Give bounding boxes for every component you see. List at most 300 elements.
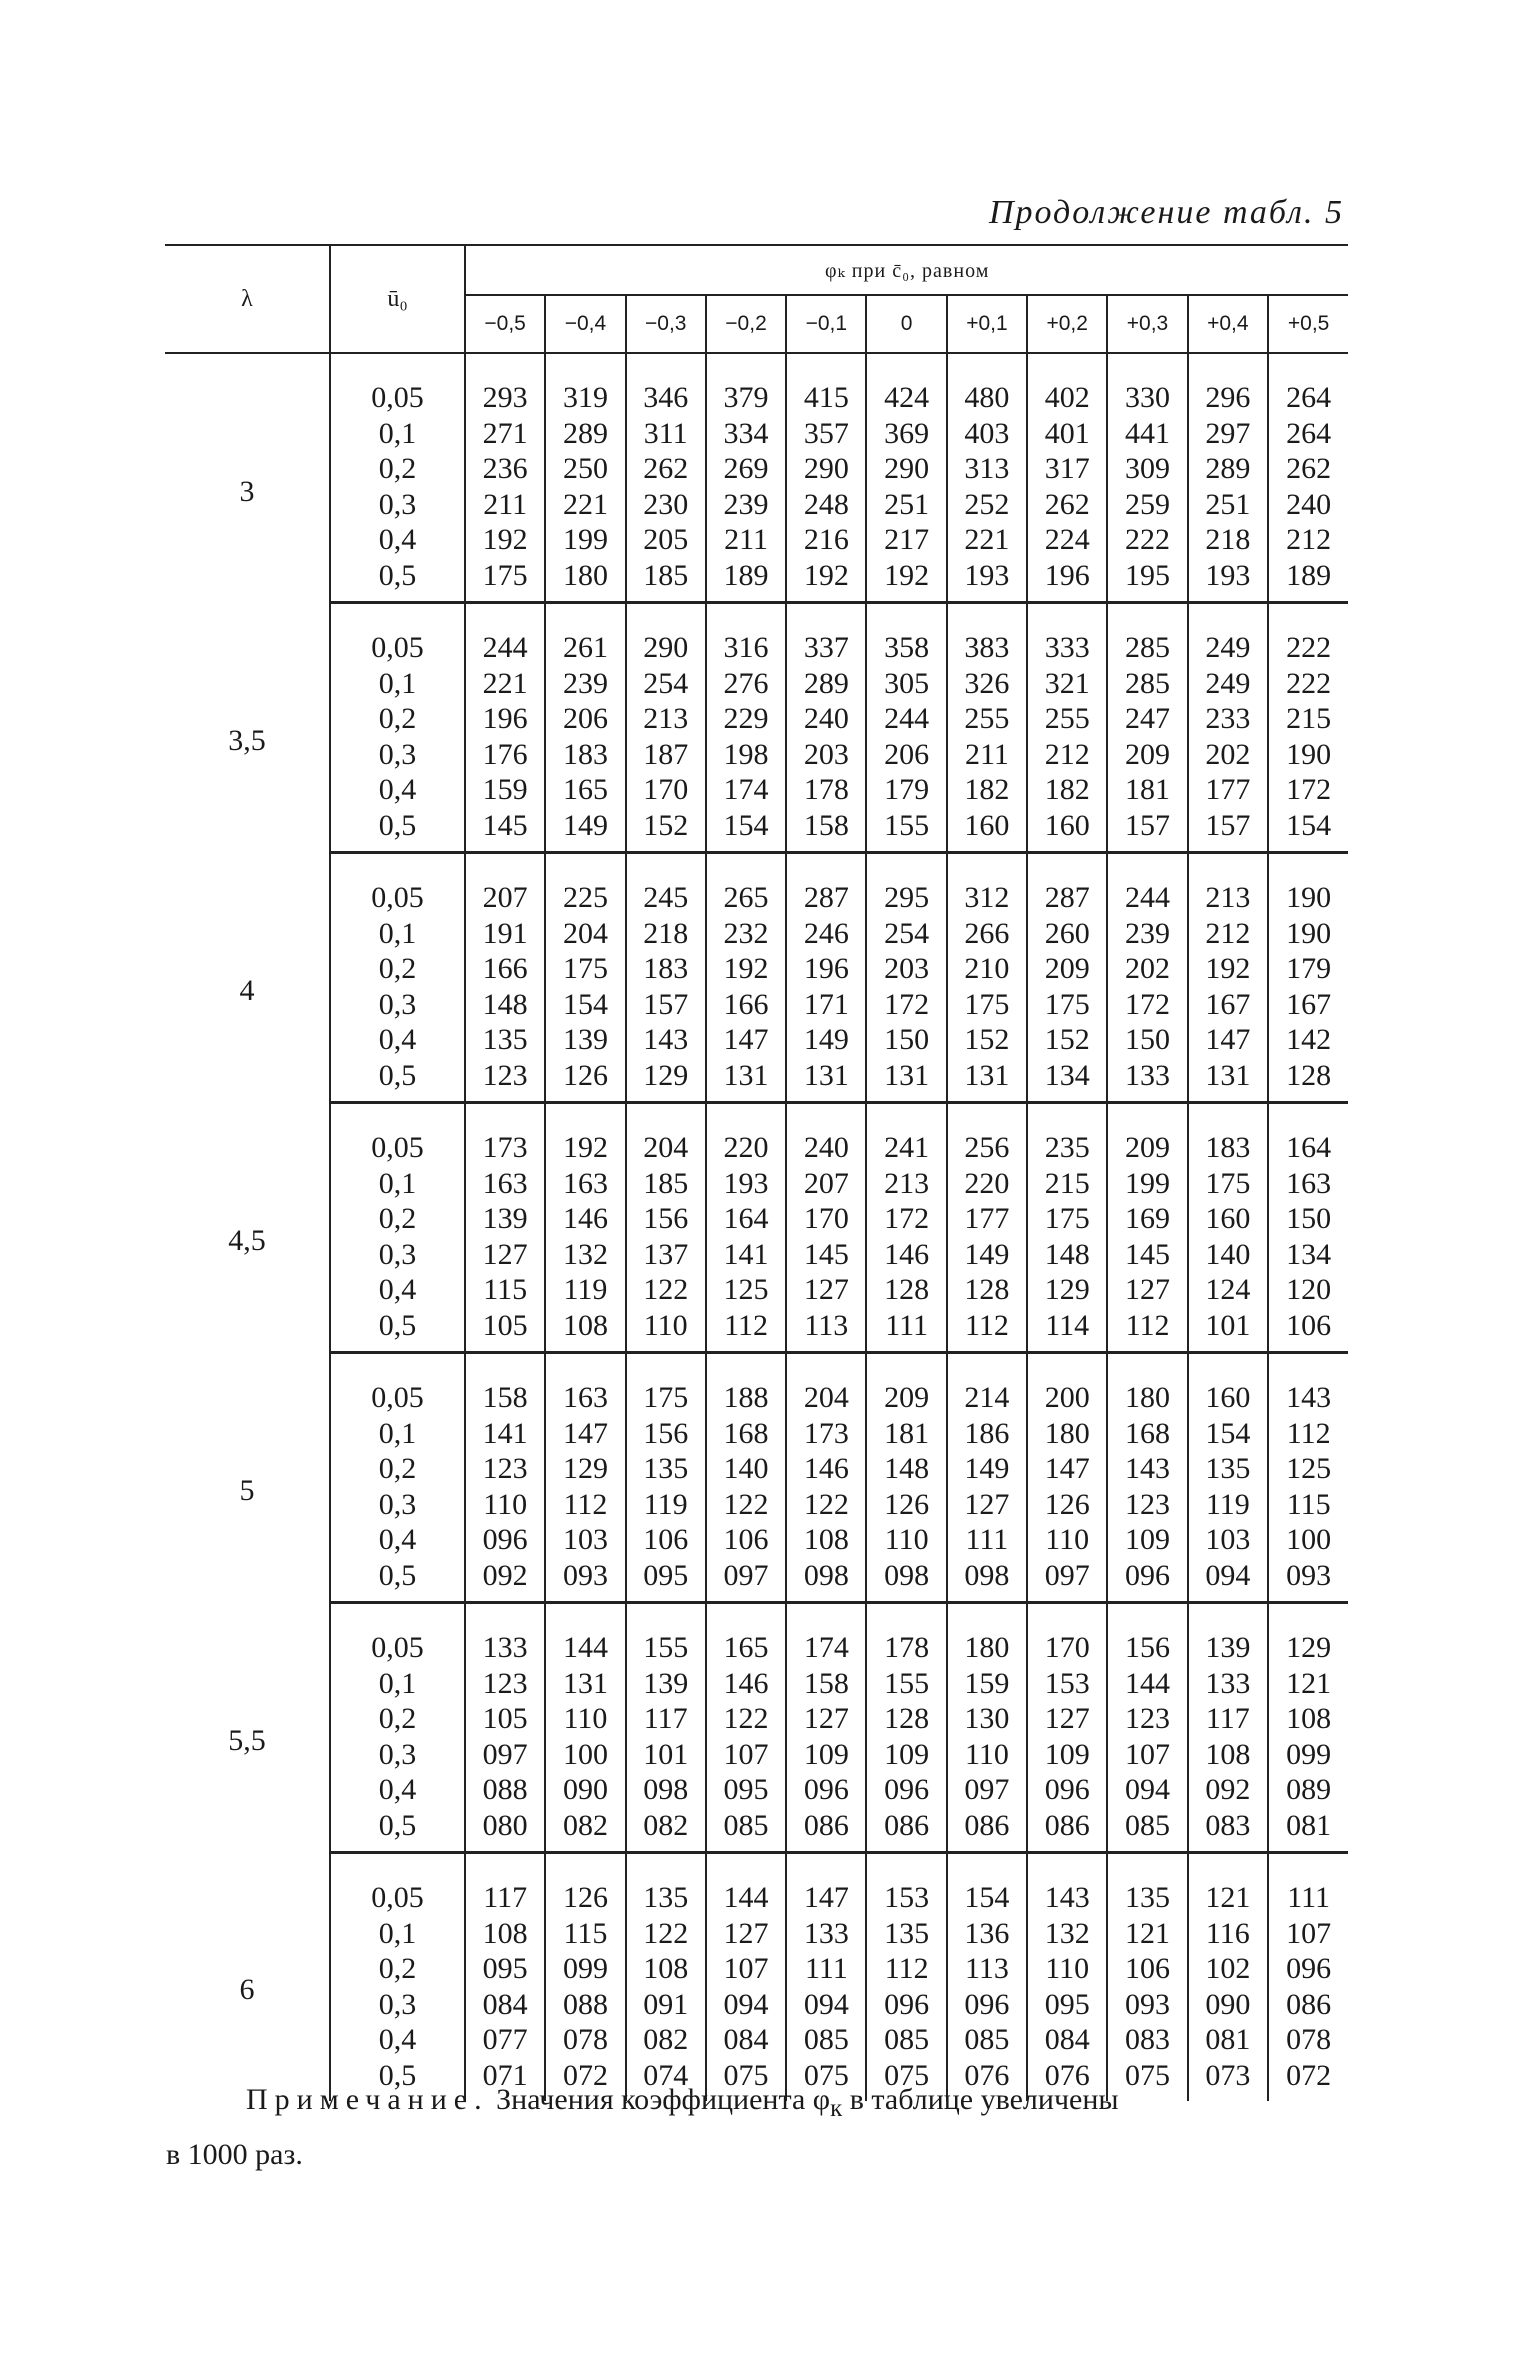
c0-header-cell: +0,3 bbox=[1107, 295, 1187, 353]
table-row bbox=[165, 1603, 1348, 1666]
value-cell: 173 bbox=[786, 1416, 866, 1452]
table-row bbox=[165, 987, 1348, 1023]
c0-header-cell: +0,2 bbox=[1027, 295, 1107, 353]
value-cell: 164 bbox=[1268, 1103, 1348, 1166]
value-cell: 179 bbox=[866, 772, 946, 808]
u0-cell: 0,5 bbox=[330, 558, 465, 603]
u0-cell: 0,5 bbox=[330, 1308, 465, 1353]
value-cell: 122 bbox=[626, 1916, 706, 1952]
c0-header-cell: +0,1 bbox=[947, 295, 1027, 353]
value-cell: 293 bbox=[482, 381, 528, 414]
value-cell: 109 bbox=[866, 1737, 946, 1773]
u0-cell: 0,3 bbox=[330, 737, 465, 773]
value-cell: 096 bbox=[1027, 1772, 1107, 1808]
u0-cell: 0,1 bbox=[330, 1666, 465, 1702]
u0-cell: 0,2 bbox=[330, 701, 465, 737]
value-cell: 200 bbox=[1027, 1353, 1107, 1416]
value-cell: 144 bbox=[1107, 1666, 1187, 1702]
value-cell: 147 bbox=[545, 1416, 625, 1452]
u0-cell: 0,4 bbox=[330, 1772, 465, 1808]
value-cell: 082 bbox=[545, 1808, 625, 1853]
u0-cell: 0,5 bbox=[330, 808, 465, 853]
value-cell: 094 bbox=[1107, 1772, 1187, 1808]
value-cell: 135 bbox=[626, 1853, 706, 1916]
lambda-group bbox=[165, 353, 1348, 603]
value-cell: 196 bbox=[482, 702, 528, 735]
value-cell: 113 bbox=[786, 1308, 866, 1353]
value-cell: 073 bbox=[1188, 2058, 1268, 2102]
table-row bbox=[165, 1772, 1348, 1808]
value-cell: 169 bbox=[1107, 1201, 1187, 1237]
value-cell: 096 bbox=[947, 1987, 1027, 2023]
value-cell: 181 bbox=[1107, 772, 1187, 808]
value-cell: 129 bbox=[1268, 1603, 1348, 1666]
value-cell: 290 bbox=[866, 451, 946, 487]
table-header bbox=[165, 245, 1348, 353]
value-cell: 155 bbox=[866, 808, 946, 853]
value-cell: 203 bbox=[866, 951, 946, 987]
value-cell: 222 bbox=[1107, 522, 1187, 558]
value-cell: 269 bbox=[706, 451, 786, 487]
value-cell: 250 bbox=[545, 451, 625, 487]
table-note bbox=[166, 2077, 1346, 2178]
value-cell: 204 bbox=[545, 916, 625, 952]
value-cell: 133 bbox=[1107, 1058, 1187, 1103]
u0-cell: 0,05 bbox=[330, 1103, 465, 1166]
value-cell: 136 bbox=[947, 1916, 1027, 1952]
value-cell: 139 bbox=[545, 1022, 625, 1058]
value-cell: 172 bbox=[866, 987, 946, 1023]
value-cell: 131 bbox=[786, 1058, 866, 1103]
lambda-cell: 3,5 bbox=[228, 723, 266, 757]
value-cell: 143 bbox=[1268, 1353, 1348, 1416]
value-cell: 240 bbox=[786, 701, 866, 737]
value-cell: 139 bbox=[482, 1202, 528, 1235]
value-cell: 235 bbox=[1027, 1103, 1107, 1166]
table-row bbox=[165, 808, 1348, 853]
value-cell: 175 bbox=[1188, 1166, 1268, 1202]
value-cell: 106 bbox=[626, 1522, 706, 1558]
value-cell: 163 bbox=[1268, 1166, 1348, 1202]
value-cell: 188 bbox=[706, 1353, 786, 1416]
value-cell: 192 bbox=[786, 558, 866, 603]
table-row bbox=[165, 603, 1348, 666]
value-cell: 309 bbox=[1107, 451, 1187, 487]
value-cell: 264 bbox=[1268, 416, 1348, 452]
value-cell: 239 bbox=[1107, 916, 1187, 952]
u0-header: ū₀ bbox=[330, 245, 465, 353]
value-cell: 115 bbox=[545, 1916, 625, 1952]
table-row bbox=[165, 737, 1348, 773]
value-cell: 098 bbox=[786, 1558, 866, 1603]
value-cell: 097 bbox=[482, 1737, 528, 1771]
value-cell: 215 bbox=[1027, 1166, 1107, 1202]
value-cell: 119 bbox=[545, 1272, 625, 1308]
value-cell: 117 bbox=[483, 1881, 528, 1914]
value-cell: 137 bbox=[626, 1237, 706, 1273]
value-cell: 175 bbox=[465, 558, 545, 603]
value-cell: 233 bbox=[1188, 701, 1268, 737]
value-cell: 158 bbox=[786, 808, 866, 853]
value-cell: 190 bbox=[1268, 853, 1348, 916]
value-cell: 099 bbox=[1268, 1737, 1348, 1773]
value-cell: 116 bbox=[1188, 1916, 1268, 1952]
value-cell: 102 bbox=[1188, 1951, 1268, 1987]
value-cell: 171 bbox=[786, 987, 866, 1023]
value-cell: 133 bbox=[1188, 1666, 1268, 1702]
value-cell: 130 bbox=[947, 1701, 1027, 1737]
value-cell: 160 bbox=[1188, 1353, 1268, 1416]
value-cell: 103 bbox=[545, 1522, 625, 1558]
value-cell: 403 bbox=[947, 416, 1027, 452]
value-cell: 145 bbox=[465, 808, 545, 853]
value-cell: 175 bbox=[947, 987, 1027, 1023]
value-cell: 333 bbox=[1027, 603, 1107, 666]
value-cell: 103 bbox=[1188, 1522, 1268, 1558]
value-cell: 221 bbox=[545, 487, 625, 523]
value-cell: 209 bbox=[866, 1353, 946, 1416]
value-cell: 105 bbox=[465, 1308, 545, 1353]
value-cell: 112 bbox=[545, 1487, 625, 1523]
value-cell: 245 bbox=[626, 853, 706, 916]
table-row bbox=[165, 916, 1348, 952]
c0-header-cell: −0,5 bbox=[465, 295, 545, 353]
value-cell: 146 bbox=[706, 1666, 786, 1702]
value-cell: 093 bbox=[1268, 1558, 1348, 1603]
value-cell: 127 bbox=[786, 1272, 866, 1308]
value-cell: 148 bbox=[1027, 1237, 1107, 1273]
value-cell: 211 bbox=[947, 737, 1027, 773]
value-cell: 232 bbox=[706, 916, 786, 952]
value-cell: 078 bbox=[1268, 2022, 1348, 2058]
value-cell: 149 bbox=[947, 1237, 1027, 1273]
value-cell: 077 bbox=[482, 2023, 528, 2056]
value-cell: 110 bbox=[866, 1522, 946, 1558]
value-cell: 123 bbox=[465, 1058, 545, 1103]
lambda-cell: 6 bbox=[239, 1973, 255, 2006]
value-cell: 199 bbox=[1107, 1166, 1187, 1202]
value-cell: 135 bbox=[482, 1023, 528, 1056]
value-cell: 123 bbox=[1107, 1487, 1187, 1523]
value-cell: 285 bbox=[1107, 603, 1187, 666]
value-cell: 083 bbox=[1107, 2022, 1187, 2058]
value-cell: 177 bbox=[947, 1201, 1027, 1237]
value-cell: 402 bbox=[1027, 353, 1107, 416]
u0-cell: 0,3 bbox=[330, 1737, 465, 1773]
table-row bbox=[165, 1558, 1348, 1603]
table-row bbox=[165, 1951, 1348, 1987]
value-cell: 123 bbox=[482, 1452, 528, 1485]
value-cell: 180 bbox=[545, 558, 625, 603]
value-cell: 086 bbox=[947, 1808, 1027, 1853]
value-cell: 110 bbox=[1027, 1951, 1107, 1987]
value-cell: 098 bbox=[626, 1772, 706, 1808]
value-cell: 084 bbox=[1027, 2022, 1107, 2058]
value-cell: 134 bbox=[1027, 1058, 1107, 1103]
value-cell: 076 bbox=[947, 2058, 1027, 2102]
value-cell: 131 bbox=[545, 1666, 625, 1702]
value-cell: 196 bbox=[786, 951, 866, 987]
value-cell: 369 bbox=[866, 416, 946, 452]
u0-cell: 0,2 bbox=[330, 1951, 465, 1987]
value-cell: 154 bbox=[706, 808, 786, 853]
value-cell: 135 bbox=[866, 1916, 946, 1952]
u0-cell: 0,05 bbox=[330, 353, 465, 416]
value-cell: 183 bbox=[626, 951, 706, 987]
value-cell: 131 bbox=[706, 1058, 786, 1103]
value-cell: 096 bbox=[866, 1772, 946, 1808]
value-cell: 143 bbox=[626, 1022, 706, 1058]
value-cell: 168 bbox=[1107, 1416, 1187, 1452]
u0-cell: 0,05 bbox=[330, 853, 465, 916]
value-cell: 225 bbox=[545, 853, 625, 916]
value-cell: 209 bbox=[1107, 1103, 1187, 1166]
value-cell: 289 bbox=[1188, 451, 1268, 487]
value-cell: 199 bbox=[545, 522, 625, 558]
value-cell: 415 bbox=[786, 353, 866, 416]
value-cell: 150 bbox=[1107, 1022, 1187, 1058]
lambda-cell: 3 bbox=[239, 474, 255, 508]
note-text-tail: в таблице увеличены bbox=[842, 2083, 1119, 2116]
u0-cell: 0,5 bbox=[330, 1558, 465, 1603]
value-cell: 163 bbox=[482, 1166, 528, 1200]
u0-cell: 0,05 bbox=[330, 603, 465, 666]
value-cell: 129 bbox=[545, 1451, 625, 1487]
value-cell: 311 bbox=[626, 416, 706, 452]
value-cell: 112 bbox=[1107, 1308, 1187, 1353]
u0-cell: 0,4 bbox=[330, 772, 465, 808]
value-cell: 147 bbox=[1027, 1451, 1107, 1487]
lambda-cell: 5,5 bbox=[228, 1723, 266, 1757]
value-cell: 091 bbox=[626, 1987, 706, 2023]
value-cell: 086 bbox=[866, 1808, 946, 1853]
note-text: Значения коэффициента φ bbox=[488, 2083, 831, 2116]
value-cell: 220 bbox=[706, 1103, 786, 1166]
value-cell: 220 bbox=[947, 1166, 1027, 1202]
coefficient-table bbox=[165, 244, 1348, 2101]
value-cell: 313 bbox=[947, 451, 1027, 487]
value-cell: 132 bbox=[545, 1237, 625, 1273]
value-cell: 210 bbox=[947, 951, 1027, 987]
value-cell: 217 bbox=[866, 522, 946, 558]
table-row bbox=[165, 416, 1348, 452]
table-row bbox=[165, 666, 1348, 702]
value-cell: 120 bbox=[1268, 1272, 1348, 1308]
value-cell: 383 bbox=[947, 603, 1027, 666]
value-cell: 218 bbox=[1188, 522, 1268, 558]
value-cell: 106 bbox=[1268, 1308, 1348, 1353]
value-cell: 081 bbox=[1268, 1808, 1348, 1853]
value-cell: 424 bbox=[866, 353, 946, 416]
value-cell: 141 bbox=[706, 1237, 786, 1273]
value-cell: 247 bbox=[1107, 701, 1187, 737]
value-cell: 221 bbox=[947, 522, 1027, 558]
value-cell: 142 bbox=[1268, 1022, 1348, 1058]
c0-header-cell: −0,1 bbox=[786, 295, 866, 353]
table-row bbox=[165, 1522, 1348, 1558]
value-cell: 204 bbox=[786, 1353, 866, 1416]
value-cell: 085 bbox=[947, 2022, 1027, 2058]
phi-span-header: φₖ при c̄₀, равном bbox=[465, 245, 1348, 295]
value-cell: 145 bbox=[786, 1237, 866, 1273]
value-cell: 085 bbox=[1107, 1808, 1187, 1853]
value-cell: 441 bbox=[1107, 416, 1187, 452]
value-cell: 152 bbox=[947, 1022, 1027, 1058]
value-cell: 112 bbox=[947, 1308, 1027, 1353]
value-cell: 262 bbox=[1027, 487, 1107, 523]
value-cell: 152 bbox=[1027, 1022, 1107, 1058]
value-cell: 145 bbox=[1107, 1237, 1187, 1273]
value-cell: 096 bbox=[866, 1987, 946, 2023]
u0-cell: 0,3 bbox=[330, 1487, 465, 1523]
value-cell: 262 bbox=[1268, 451, 1348, 487]
value-cell: 108 bbox=[626, 1951, 706, 1987]
table-row bbox=[165, 1272, 1348, 1308]
value-cell: 229 bbox=[706, 701, 786, 737]
value-cell: 196 bbox=[1027, 558, 1107, 603]
value-cell: 147 bbox=[786, 1853, 866, 1916]
value-cell: 290 bbox=[626, 603, 706, 666]
value-cell: 088 bbox=[482, 1773, 528, 1806]
value-cell: 098 bbox=[866, 1558, 946, 1603]
value-cell: 150 bbox=[1268, 1201, 1348, 1237]
value-cell: 080 bbox=[465, 1808, 545, 1853]
value-cell: 129 bbox=[1027, 1272, 1107, 1308]
value-cell: 119 bbox=[1188, 1487, 1268, 1523]
value-cell: 172 bbox=[1268, 772, 1348, 808]
table-row bbox=[165, 1103, 1348, 1166]
value-cell: 221 bbox=[482, 666, 528, 700]
value-cell: 248 bbox=[786, 487, 866, 523]
value-cell: 109 bbox=[1027, 1737, 1107, 1773]
value-cell: 111 bbox=[866, 1308, 946, 1353]
value-cell: 126 bbox=[545, 1058, 625, 1103]
value-cell: 180 bbox=[1027, 1416, 1107, 1452]
value-cell: 285 bbox=[1107, 666, 1187, 702]
value-cell: 163 bbox=[545, 1166, 625, 1202]
value-cell: 096 bbox=[1268, 1951, 1348, 1987]
value-cell: 178 bbox=[786, 772, 866, 808]
value-cell: 204 bbox=[626, 1103, 706, 1166]
value-cell: 131 bbox=[947, 1058, 1027, 1103]
u0-cell: 0,3 bbox=[330, 1987, 465, 2023]
value-cell: 131 bbox=[866, 1058, 946, 1103]
value-cell: 106 bbox=[706, 1522, 786, 1558]
value-cell: 346 bbox=[626, 353, 706, 416]
u0-cell: 0,4 bbox=[330, 522, 465, 558]
value-cell: 146 bbox=[866, 1237, 946, 1273]
value-cell: 189 bbox=[1268, 558, 1348, 603]
value-cell: 173 bbox=[482, 1131, 528, 1164]
value-cell: 213 bbox=[626, 701, 706, 737]
value-cell: 108 bbox=[545, 1308, 625, 1353]
value-cell: 163 bbox=[545, 1353, 625, 1416]
lambda-group bbox=[165, 853, 1348, 1103]
table-row bbox=[165, 1487, 1348, 1523]
value-cell: 206 bbox=[866, 737, 946, 773]
value-cell: 154 bbox=[1268, 808, 1348, 853]
value-cell: 183 bbox=[545, 737, 625, 773]
value-cell: 110 bbox=[1027, 1522, 1107, 1558]
value-cell: 156 bbox=[626, 1201, 706, 1237]
value-cell: 135 bbox=[626, 1451, 706, 1487]
c0-header-cell: +0,4 bbox=[1188, 295, 1268, 353]
value-cell: 127 bbox=[706, 1916, 786, 1952]
value-cell: 141 bbox=[482, 1416, 528, 1450]
value-cell: 110 bbox=[947, 1737, 1027, 1773]
table-row bbox=[165, 701, 1348, 737]
value-cell: 094 bbox=[706, 1987, 786, 2023]
table-row bbox=[165, 1666, 1348, 1702]
value-cell: 249 bbox=[1188, 603, 1268, 666]
value-cell: 205 bbox=[626, 522, 706, 558]
value-cell: 153 bbox=[866, 1853, 946, 1916]
value-cell: 154 bbox=[1188, 1416, 1268, 1452]
value-cell: 157 bbox=[626, 987, 706, 1023]
value-cell: 180 bbox=[1107, 1353, 1187, 1416]
value-cell: 075 bbox=[866, 2058, 946, 2102]
value-cell: 085 bbox=[786, 2022, 866, 2058]
value-cell: 128 bbox=[866, 1272, 946, 1308]
value-cell: 147 bbox=[706, 1022, 786, 1058]
value-cell: 092 bbox=[1188, 1772, 1268, 1808]
value-cell: 287 bbox=[786, 853, 866, 916]
value-cell: 213 bbox=[866, 1166, 946, 1202]
value-cell: 255 bbox=[947, 701, 1027, 737]
value-cell: 379 bbox=[706, 353, 786, 416]
value-cell: 186 bbox=[947, 1416, 1027, 1452]
value-cell: 088 bbox=[545, 1987, 625, 2023]
value-cell: 098 bbox=[947, 1558, 1027, 1603]
value-cell: 236 bbox=[482, 452, 528, 485]
value-cell: 177 bbox=[1188, 772, 1268, 808]
value-cell: 121 bbox=[1268, 1666, 1348, 1702]
u0-cell: 0,4 bbox=[330, 1522, 465, 1558]
value-cell: 106 bbox=[1107, 1951, 1187, 1987]
value-cell: 134 bbox=[1268, 1237, 1348, 1273]
value-cell: 154 bbox=[545, 987, 625, 1023]
value-cell: 081 bbox=[1188, 2022, 1268, 2058]
value-cell: 222 bbox=[1268, 603, 1348, 666]
value-cell: 168 bbox=[706, 1416, 786, 1452]
table-row bbox=[165, 772, 1348, 808]
value-cell: 096 bbox=[786, 1772, 866, 1808]
value-cell: 101 bbox=[626, 1737, 706, 1773]
table-continuation-caption: Продолжение табл. 5 bbox=[988, 194, 1344, 231]
value-cell: 127 bbox=[786, 1701, 866, 1737]
value-cell: 330 bbox=[1107, 353, 1187, 416]
value-cell: 193 bbox=[947, 558, 1027, 603]
value-cell: 202 bbox=[1188, 737, 1268, 773]
value-cell: 112 bbox=[706, 1308, 786, 1353]
value-cell: 095 bbox=[1027, 1987, 1107, 2023]
value-cell: 075 bbox=[786, 2058, 866, 2102]
value-cell: 319 bbox=[545, 353, 625, 416]
value-cell: 150 bbox=[866, 1022, 946, 1058]
value-cell: 149 bbox=[545, 808, 625, 853]
value-cell: 099 bbox=[545, 1951, 625, 1987]
table-row bbox=[165, 1987, 1348, 2023]
value-cell: 144 bbox=[706, 1853, 786, 1916]
value-cell: 111 bbox=[1268, 1853, 1348, 1916]
table-row bbox=[165, 1201, 1348, 1237]
value-cell: 251 bbox=[866, 487, 946, 523]
value-cell: 289 bbox=[786, 666, 866, 702]
value-cell: 167 bbox=[1188, 987, 1268, 1023]
lambda-group bbox=[165, 1103, 1348, 1353]
value-cell: 111 bbox=[947, 1522, 1027, 1558]
table-row bbox=[165, 353, 1348, 416]
